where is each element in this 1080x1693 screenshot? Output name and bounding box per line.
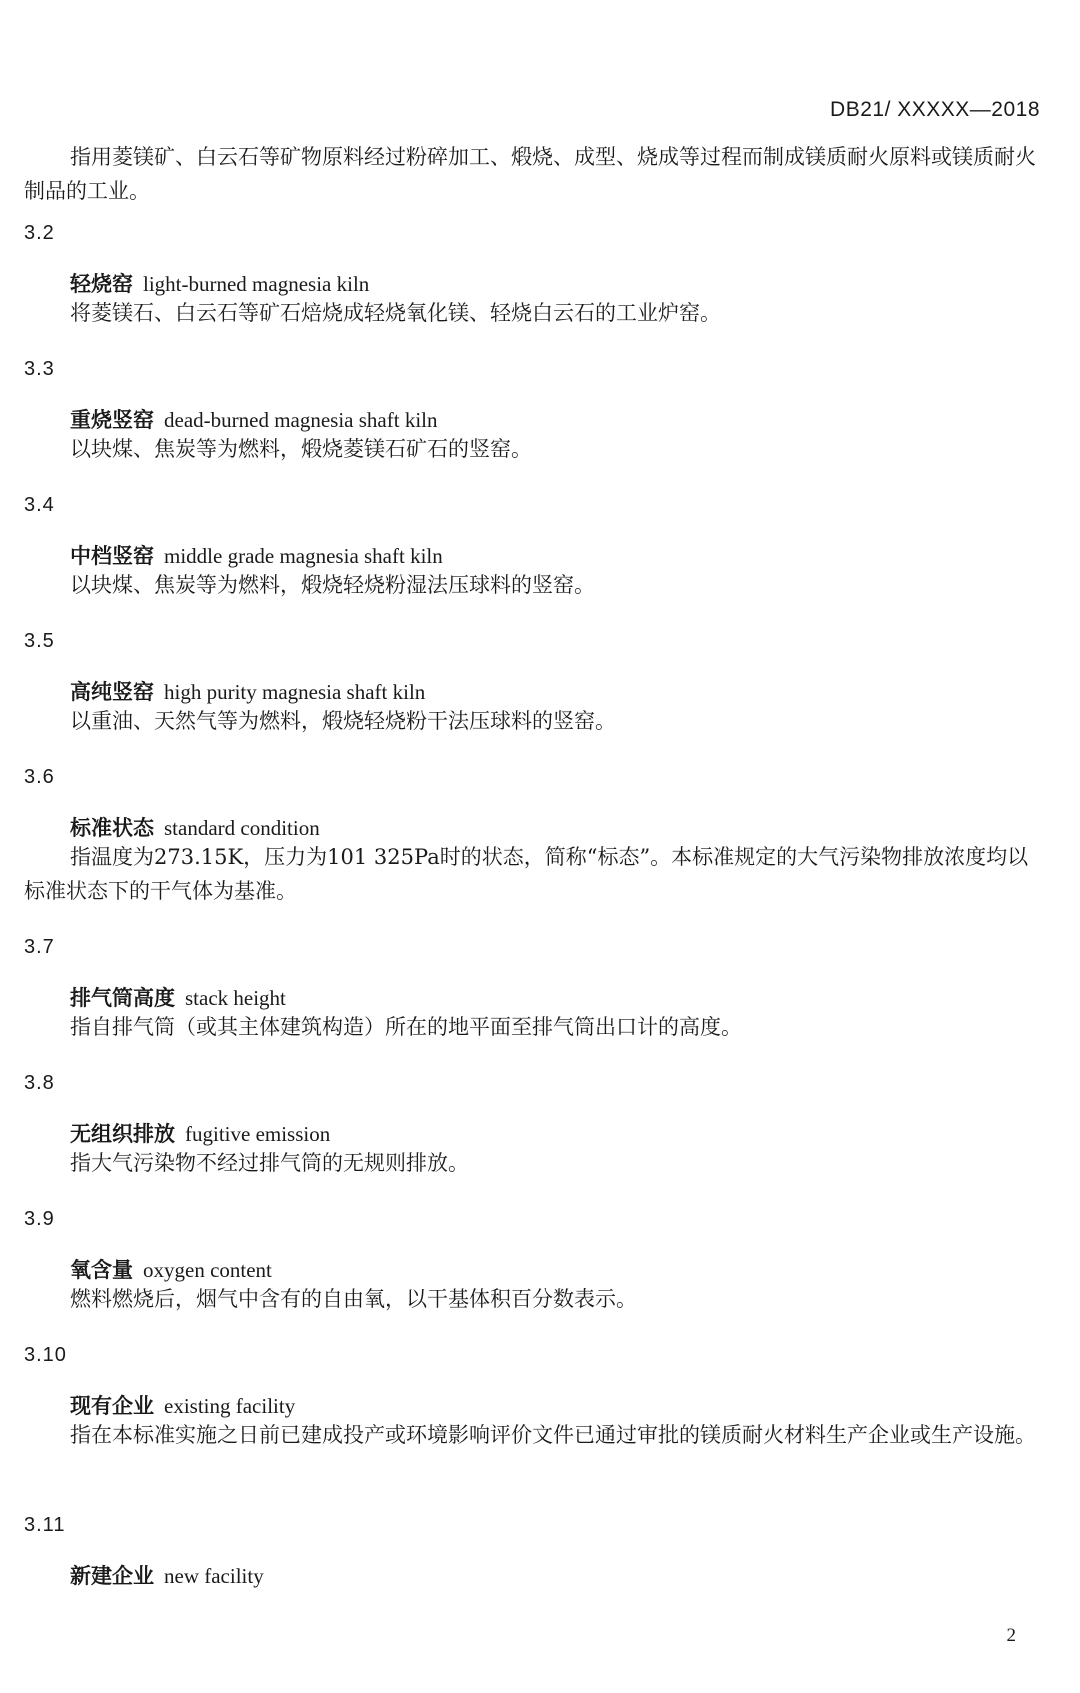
term-cn: 轻烧窑	[70, 272, 133, 296]
term	[70, 268, 369, 298]
clause-number: 3.8	[24, 1072, 55, 1094]
clause-number: 3.7	[24, 936, 55, 958]
term-cn: 氧含量	[70, 1258, 133, 1282]
term-cn: 高纯竖窑	[70, 680, 154, 704]
term-en: existing facility	[164, 1394, 296, 1418]
clause-number: 3.9	[24, 1208, 55, 1230]
clause-number: 3.2	[24, 222, 55, 244]
clause-number: 3.4	[24, 494, 55, 516]
page-number: 2	[1006, 1625, 1016, 1646]
term	[70, 1118, 330, 1148]
clause-number: 3.10	[24, 1344, 67, 1366]
term	[70, 404, 438, 434]
term-en: high purity magnesia shaft kiln	[164, 680, 426, 704]
term-cn: 中档竖窑	[70, 544, 154, 568]
term-en: fugitive emission	[185, 1122, 331, 1146]
clause-number: 3.11	[24, 1514, 66, 1536]
term	[70, 540, 443, 570]
term	[70, 676, 425, 706]
definition: 以重油、天然气等为燃料，煅烧轻烧粉干法压球料的竖窑。	[70, 709, 616, 733]
term-cn: 现有企业	[70, 1394, 154, 1418]
term	[70, 812, 320, 842]
definition: 以块煤、焦炭等为燃料，煅烧轻烧粉湿法压球料的竖窑。	[70, 573, 595, 597]
definition: 将菱镁石、白云石等矿石焙烧成轻烧氧化镁、轻烧白云石的工业炉窑。	[70, 301, 721, 325]
term-cn: 排气筒高度	[70, 986, 175, 1010]
definition: 燃料燃烧后，烟气中含有的自由氧，以干基体积百分数表示。	[70, 1287, 637, 1311]
term-en: standard condition	[164, 816, 320, 840]
term-cn: 重烧竖窑	[70, 408, 154, 432]
term-en: dead-burned magnesia shaft kiln	[164, 408, 438, 432]
definition: 指自排气筒（或其主体建筑构造）所在的地平面至排气筒出口计的高度。	[70, 1015, 742, 1039]
term-en: light-burned magnesia kiln	[143, 272, 370, 296]
term-cn: 无组织排放	[70, 1122, 175, 1146]
term-cn: 标准状态	[70, 816, 154, 840]
page-header: DB21/ XXXXX—2018	[830, 98, 1040, 121]
intro-paragraph: 指用菱镁矿、白云石等矿物原料经过粉碎加工、煅烧、成型、烧成等过程而制成镁质耐火原料或镁质耐火制品的工业。	[24, 145, 1036, 203]
clause-number: 3.5	[24, 630, 55, 652]
term	[70, 1254, 272, 1284]
clause-number: 3.6	[24, 766, 55, 788]
term-en: new facility	[164, 1564, 264, 1588]
definition: 以块煤、焦炭等为燃料，煅烧菱镁石矿石的竖窑。	[70, 437, 532, 461]
term-en: middle grade magnesia shaft kiln	[164, 544, 443, 568]
term	[70, 982, 286, 1012]
term	[70, 1390, 295, 1420]
term-en: oxygen content	[143, 1258, 272, 1282]
definition: 指在本标准实施之日前已建成投产或环境影响评价文件已通过审批的镁质耐火材料生产企业或生产设施。	[70, 1423, 1036, 1447]
term-cn: 新建企业	[70, 1564, 154, 1588]
definition: 指大气污染物不经过排气筒的无规则排放。	[70, 1151, 469, 1175]
term	[70, 1560, 264, 1590]
definition: 指温度为273.15K，压力为101 325Pa时的状态，简称“标态”。本标准规定的大气污染物排放浓度均以标准状态下的干气体为基准。	[24, 845, 1029, 903]
term-en: stack height	[185, 986, 286, 1010]
clause-number: 3.3	[24, 358, 55, 380]
